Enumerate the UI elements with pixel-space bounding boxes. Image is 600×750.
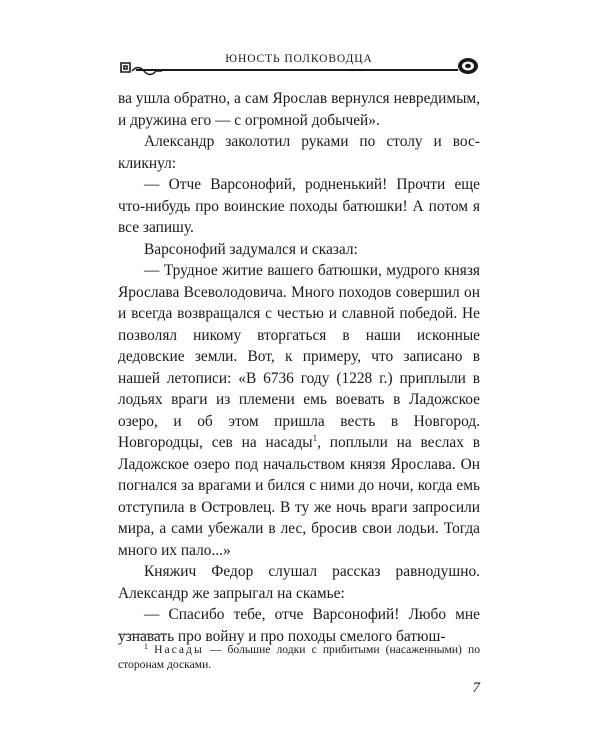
footnote-text: — большие лодки с прибитыми (насаженными) по сторонам досками. — [118, 643, 480, 671]
page-number: 7 — [472, 680, 480, 696]
running-header — [118, 52, 480, 76]
paragraph-2: Александр заколотил руками по столу и воскликнул: — [118, 133, 480, 172]
paragraph-5-part-a: — Трудное житие вашего батюшки, мудрого князя Ярослава Всеволодовича. Много походов совершил он и всегда возвращался с честью и славной победой. Не позволял никому вторгаться в наши исконные дедовские земли. Вот, к примеру, что записано в нашей летописи: «В 6736 году (1228 г.) приплыли в лодьях враги из племени емь воевать в Ладожское озеро, и об этом пришла весть в Новгород. Новгородцы, сев на насады — [118, 262, 480, 451]
running-header-title: ЮНОСТЬ ПОЛКОВОДЦА — [225, 53, 373, 65]
paragraph-7: — Спасибо тебе, отче Варсонофий! Любо мне узнавать про войну и про походы смелого батюш- — [118, 606, 480, 645]
spiral-ornament-icon — [456, 55, 480, 75]
header-rule — [136, 69, 458, 71]
paragraph-5-part-b: , поплыли на веслах в Ладожское озеро под начальством князя Ярослава. Он погнался за врагами и бился с ними до ночи, когда емь отступила в Островлец. В ту же ночь враги запросили мира, а сами убежали в лес, бросив свои лодьи. Тогда много их пало...» — [118, 434, 480, 559]
footnote-reference[interactable]: 1 — [312, 433, 318, 443]
paragraph-5 — [118, 260, 480, 561]
paragraph-3: — Отче Варсонофий, родненький! Прочти еще что-нибудь про воинские походы батюшки! А потом я все запишу. — [118, 176, 480, 236]
footnote — [118, 642, 480, 672]
footnote-rule — [118, 634, 166, 635]
paragraph-4: Варсонофий задумался и сказал: — [144, 240, 358, 258]
paragraph-6: Княжич Федор слушал рассказ равнодушно. Александр же запрыгал на скамье: — [118, 563, 480, 602]
paragraph-1: ва ушла обратно, а сам Ярослав вернулся невредимым, и дружина его — с огромной добычей». — [118, 90, 480, 129]
footnote-marker: 1 — [144, 642, 148, 651]
footnote-term: Насады — [154, 643, 204, 656]
body-text — [118, 88, 480, 647]
